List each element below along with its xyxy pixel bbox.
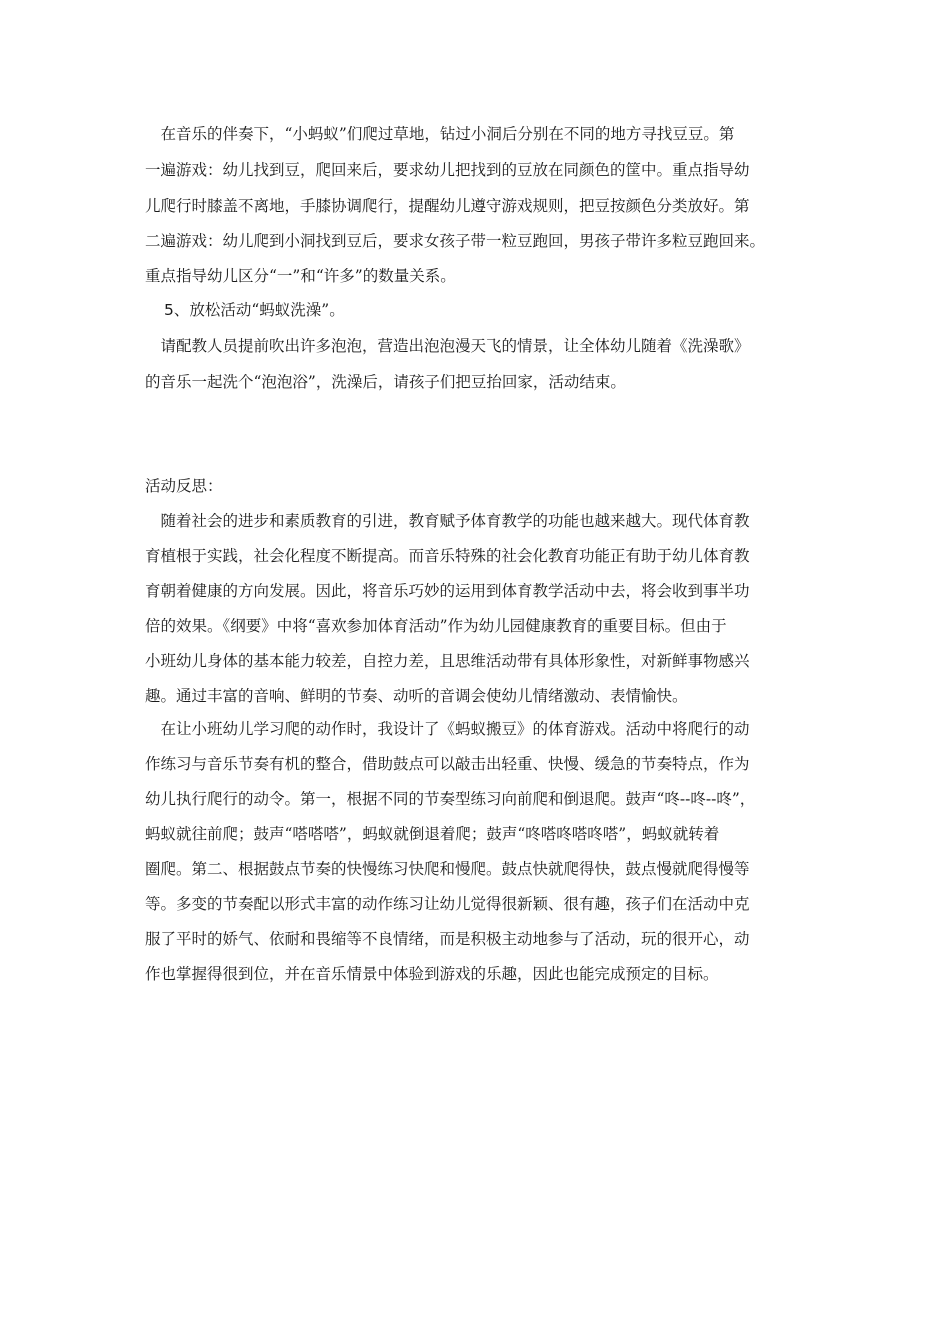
play-line-4: 二遍游戏：幼儿爬到小洞找到豆后，要求女孩子带一粒豆跑回，男孩子带许多粒豆跑回来。 bbox=[145, 232, 766, 250]
reflection-p1-line-1: 随着社会的进步和素质教育的引进，教育赋予体育教学的功能也越来越大。现代体育教 bbox=[145, 512, 750, 530]
reflection-p2-line-1: 在让小班幼儿学习爬的动作时，我设计了《蚂蚁搬豆》的体育游戏。活动中将爬行的动 bbox=[145, 720, 750, 738]
relax-heading bbox=[164, 300, 345, 320]
play-line-2: 一遍游戏：幼儿找到豆，爬回来后，要求幼儿把找到的豆放在同颜色的筐中。重点指导幼 bbox=[145, 161, 750, 179]
reflection-p1-line-4: 倍的效果。《纲要》中将“喜欢参加体育活动”作为幼儿园健康教育的重要目标。但由于 bbox=[145, 617, 727, 635]
reflection-p1-line-3: 育朝着健康的方向发展。因此，将音乐巧妙的运用到体育教学活动中去，将会收到事半功 bbox=[145, 582, 750, 600]
relax-heading-text: 、放松活动“蚂蚁洗澡”。 bbox=[173, 301, 345, 319]
reflection-p2-line-5: 圈爬。第二、根据鼓点节奏的快慢练习快爬和慢爬。鼓点快就爬得快，鼓点慢就爬得慢等 bbox=[145, 860, 750, 878]
play-line-3: 儿爬行时膝盖不离地，手膝协调爬行，提醒幼儿遵守游戏规则，把豆按颜色分类放好。第 bbox=[145, 197, 750, 215]
reflection-p1-line-5: 小班幼儿身体的基本能力较差，自控力差，且思维活动带有具体形象性，对新鲜事物感兴 bbox=[145, 652, 750, 670]
reflection-p2-line-7: 服了平时的娇气、依耐和畏缩等不良情绪，而是积极主动地参与了活动，玩的很开心，动 bbox=[145, 930, 750, 948]
relax-heading-number: 5 bbox=[164, 301, 174, 319]
reflection-title: 活动反思： bbox=[145, 477, 223, 495]
relax-line-1: 请配教人员提前吹出许多泡泡，营造出泡泡漫天飞的情景，让全体幼儿随着《洗澡歌》 bbox=[145, 337, 750, 355]
reflection-p1-line-6: 趣。通过丰富的音响、鲜明的节奏、动听的音调会使幼儿情绪激动、表情愉快。 bbox=[145, 687, 688, 705]
reflection-p2-line-3: 幼儿执行爬行的动令。第一，根据不同的节奏型练习向前爬和倒退爬。鼓声“咚--咚--咚”， bbox=[145, 790, 756, 808]
reflection-p2-line-8: 作也掌握得很到位，并在音乐情景中体验到游戏的乐趣，因此也能完成预定的目标。 bbox=[145, 965, 719, 983]
reflection-p2-line-6: 等。多变的节奏配以形式丰富的动作练习让幼儿觉得很新颖、很有趣，孩子们在活动中克 bbox=[145, 895, 750, 913]
play-line-1: 在音乐的伴奏下，“小蚂蚁”们爬过草地，钻过小洞后分别在不同的地方寻找豆豆。第 bbox=[145, 125, 735, 143]
play-line-5: 重点指导幼儿区分“一”和“许多”的数量关系。 bbox=[145, 267, 456, 285]
relax-line-2: 的音乐一起洗个“泡泡浴”，洗澡后，请孩子们把豆抬回家，活动结束。 bbox=[145, 373, 626, 391]
reflection-p2-line-4: 蚂蚁就往前爬；鼓声“嗒嗒嗒”，蚂蚁就倒退着爬；鼓声“咚嗒咚嗒咚嗒”，蚂蚁就转着 bbox=[145, 825, 720, 843]
reflection-p1-line-2: 育植根于实践，社会化程度不断提高。而音乐特殊的社会化教育功能正有助于幼儿体育教 bbox=[145, 547, 750, 565]
reflection-p2-line-2: 作练习与音乐节奏有机的整合，借助鼓点可以敲击出轻重、快慢、缓急的节奏特点，作为 bbox=[145, 755, 750, 773]
